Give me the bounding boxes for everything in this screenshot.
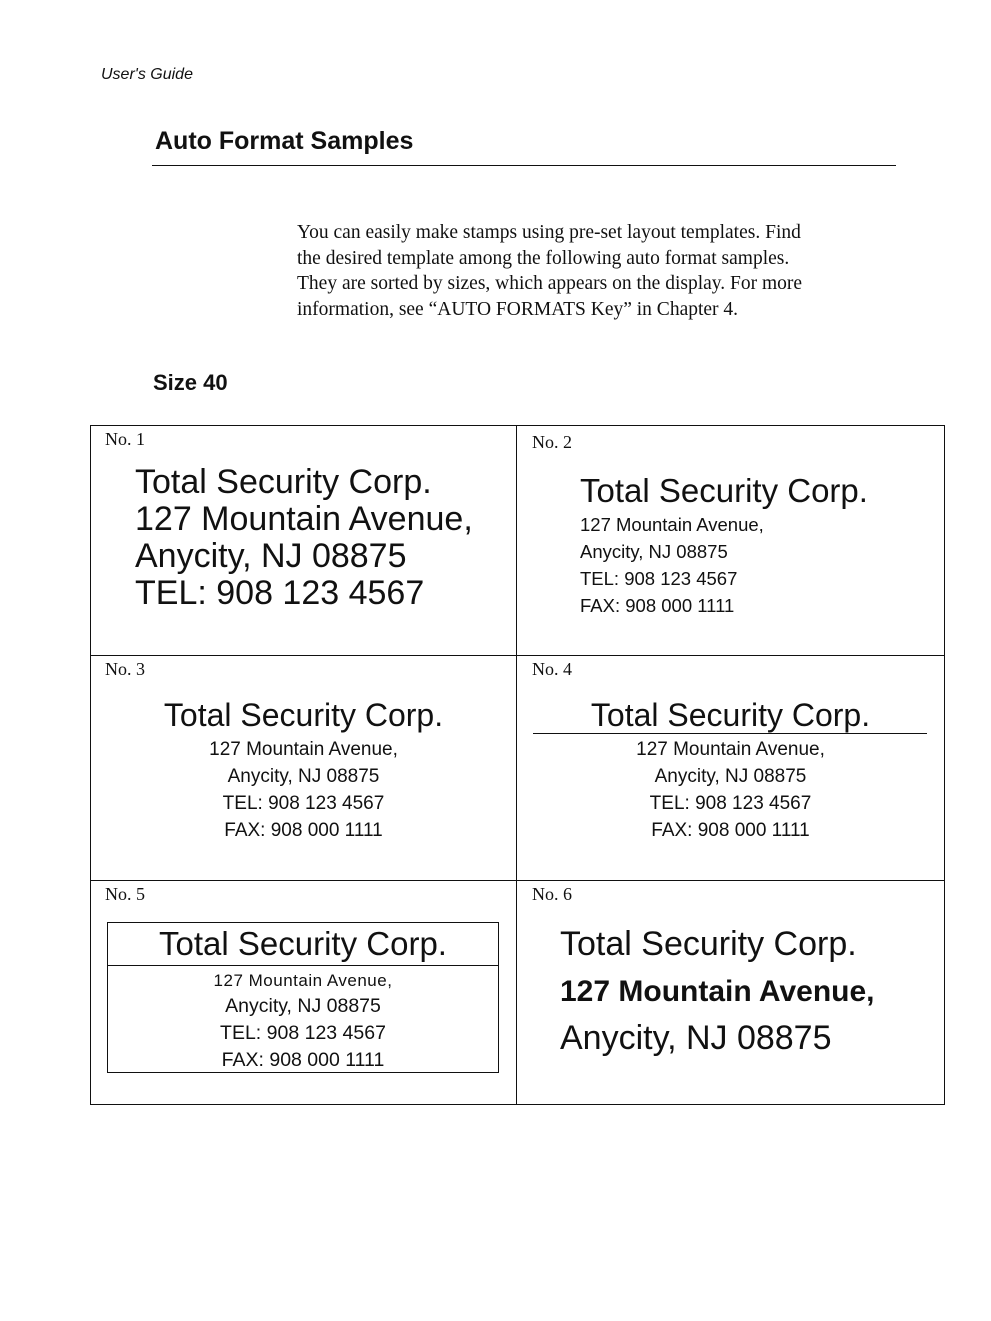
- stamp-frame: [107, 922, 499, 1073]
- stamp-text: [91, 694, 516, 844]
- grid-divider-vertical: [516, 426, 517, 1104]
- stamp-line: 127 Mountain Avenue,: [213, 971, 393, 990]
- stamp-line: FAX: 908 000 1111: [580, 595, 735, 616]
- title-rule: [152, 165, 896, 166]
- stamp-line: FAX: 908 000 1111: [651, 820, 810, 841]
- stamp-line: Total Security Corp.: [580, 472, 868, 509]
- stamp-line: Anycity, NJ 08875: [227, 766, 380, 787]
- sample-no-1: [91, 426, 516, 652]
- stamp-text: [108, 966, 498, 1074]
- stamp-line: 127 Mountain Avenue,: [636, 739, 825, 760]
- intro-line: information, see “AUTO FORMATS Key” in Chapter 4.: [297, 298, 739, 320]
- stamp-line: 127 Mountain Avenue,: [560, 975, 875, 1008]
- sample-no-3: [91, 656, 516, 882]
- stamp-line: Anycity, NJ 08875: [560, 1019, 832, 1057]
- running-header: User's Guide: [101, 66, 193, 83]
- stamp-line: FAX: 908 000 1111: [221, 1049, 385, 1071]
- stamp-line: Anycity, NJ 08875: [654, 766, 807, 787]
- intro-line: You can easily make stamps using pre-set layout templates. Find: [297, 222, 801, 243]
- stamp-line: Total Security Corp.: [163, 697, 444, 733]
- size-heading: Size 40: [153, 370, 228, 395]
- stamp-line: Anycity, NJ 08875: [225, 995, 381, 1017]
- stamp-text: [580, 471, 868, 619]
- intro-line: the desired template among the following auto format samples.: [297, 247, 790, 269]
- sample-number: No. 5: [105, 884, 145, 904]
- sample-number: No. 4: [532, 659, 572, 679]
- sample-number: No. 6: [532, 884, 572, 904]
- samples-grid: [90, 425, 945, 1105]
- stamp-line: Total Security Corp.: [590, 697, 871, 733]
- sample-number: No. 2: [532, 432, 572, 452]
- stamp-text: [135, 464, 473, 612]
- intro-line: They are sorted by sizes, which appears on the display. For more: [297, 273, 803, 294]
- sample-number: No. 3: [105, 659, 145, 679]
- stamp-text: [560, 921, 875, 1062]
- stamp-line: Total Security Corp.: [560, 925, 857, 963]
- sample-number: No. 1: [105, 429, 145, 449]
- stamp-line: 127 Mountain Avenue,: [135, 500, 473, 538]
- stamp-line: Anycity, NJ 08875: [580, 541, 728, 562]
- stamp-line: FAX: 908 000 1111: [224, 820, 383, 841]
- stamp-line: 127 Mountain Avenue,: [209, 739, 398, 760]
- stamp-line: TEL: 908 123 4567: [649, 793, 812, 814]
- sample-no-4: [518, 656, 943, 882]
- stamp-line: Total Security Corp.: [108, 923, 498, 966]
- sample-no-6: [518, 881, 943, 1107]
- section-title: Auto Format Samples: [155, 127, 414, 155]
- sample-no-2: [518, 426, 943, 652]
- stamp-text: [518, 694, 943, 844]
- stamp-line: TEL: 908 123 4567: [222, 793, 385, 814]
- stamp-line: TEL: 908 123 4567: [220, 1022, 386, 1044]
- stamp-line: Anycity, NJ 08875: [135, 537, 407, 575]
- intro-paragraph: [297, 220, 887, 322]
- stamp-line: 127 Mountain Avenue,: [580, 514, 764, 535]
- stamp-line: Total Security Corp.: [135, 463, 432, 501]
- stamp-line: TEL: 908 123 4567: [135, 574, 425, 612]
- underline-rule: [533, 733, 927, 734]
- stamp-line: TEL: 908 123 4567: [580, 568, 738, 589]
- sample-no-5: [91, 881, 516, 1107]
